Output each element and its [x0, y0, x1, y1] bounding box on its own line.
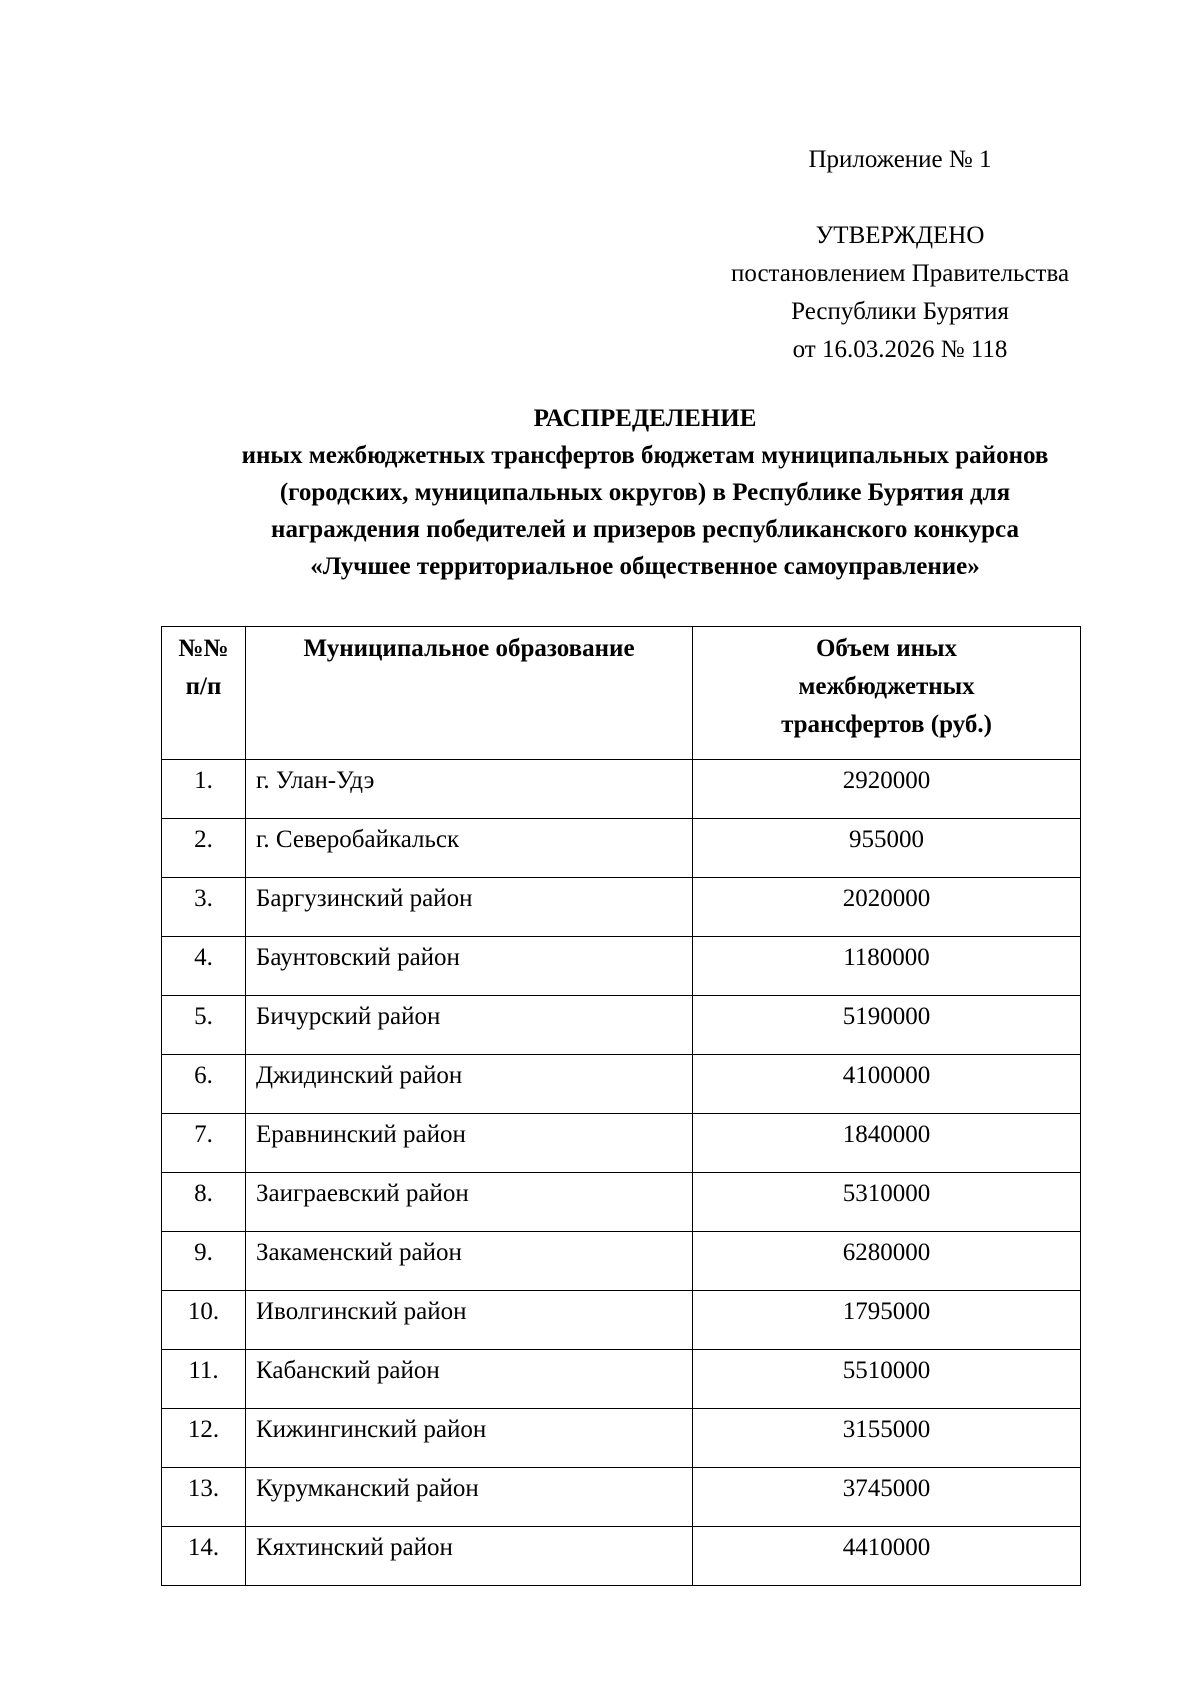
row-number: 4. [162, 937, 246, 996]
row-number: 10. [162, 1291, 246, 1350]
distribution-table [161, 626, 1081, 1586]
row-municipality: Кабанский район [246, 1350, 693, 1409]
row-number: 11. [162, 1350, 246, 1409]
row-amount: 5310000 [693, 1173, 1081, 1232]
row-number: 14. [162, 1527, 246, 1586]
row-municipality: Заиграевский район [246, 1173, 693, 1232]
row-municipality: Баргузинский район [246, 878, 693, 937]
table-row [162, 1173, 1081, 1232]
row-amount: 1840000 [693, 1114, 1081, 1173]
table-row [162, 1409, 1081, 1468]
approval-block [700, 217, 1100, 369]
row-number: 13. [162, 1468, 246, 1527]
row-amount: 4410000 [693, 1527, 1081, 1586]
row-amount: 5190000 [693, 996, 1081, 1055]
header-amount-line-3: трансфертов (руб.) [781, 711, 992, 738]
table-row [162, 1291, 1081, 1350]
row-municipality: Бичурский район [246, 996, 693, 1055]
row-number: 5. [162, 996, 246, 1055]
header-amount-line-2: межбюджетных [798, 673, 975, 700]
table-row [162, 1114, 1081, 1173]
row-municipality: Еравнинский район [246, 1114, 693, 1173]
table-row [162, 1350, 1081, 1409]
row-amount: 5510000 [693, 1350, 1081, 1409]
approval-decree: постановлением Правительства [730, 260, 1070, 287]
approval-date-number: от 16.03.2026 № 118 [792, 336, 1008, 363]
row-amount: 1795000 [693, 1291, 1081, 1350]
row-amount: 1180000 [693, 937, 1081, 996]
table-row [162, 1232, 1081, 1291]
row-number: 3. [162, 878, 246, 937]
document-heading [150, 400, 1140, 585]
header-number-line-2: п/п [185, 673, 222, 700]
row-amount: 3745000 [693, 1468, 1081, 1527]
row-municipality: г. Улан-Удэ [246, 760, 693, 819]
table-row [162, 1527, 1081, 1586]
heading-title: РАСПРЕДЕЛЕНИЕ [533, 405, 757, 432]
table-row [162, 878, 1081, 937]
header-number-line-1: №№ [178, 635, 229, 662]
row-amount: 3155000 [693, 1409, 1081, 1468]
header-municipality: Муниципальное образование [246, 627, 693, 760]
approval-republic: Республики Бурятия [791, 298, 1009, 325]
row-municipality: Закаменский район [246, 1232, 693, 1291]
row-amount: 6280000 [693, 1232, 1081, 1291]
row-number: 6. [162, 1055, 246, 1114]
row-municipality: Джидинский район [246, 1055, 693, 1114]
header-amount [693, 627, 1081, 760]
table-row [162, 1055, 1081, 1114]
row-municipality: Кижингинский район [246, 1409, 693, 1468]
row-amount: 2920000 [693, 760, 1081, 819]
row-amount: 955000 [693, 819, 1081, 878]
table-row [162, 996, 1081, 1055]
row-number: 1. [162, 760, 246, 819]
table-row [162, 819, 1081, 878]
heading-line-4: награждения победителей и призеров республиканского конкурса [271, 516, 1019, 543]
heading-line-5: «Лучшее территориальное общественное самоуправление» [310, 553, 980, 580]
row-municipality: Курумканский район [246, 1468, 693, 1527]
row-amount: 2020000 [693, 878, 1081, 937]
heading-line-3: (городских, муниципальных округов) в Республике Бурятия для [279, 479, 1011, 506]
heading-line-2: иных межбюджетных трансфертов бюджетам муниципальных районов [241, 442, 1049, 469]
table-header-row [162, 627, 1081, 760]
row-municipality: Баунтовский район [246, 937, 693, 996]
row-municipality: Кяхтинский район [246, 1527, 693, 1586]
table-row [162, 1468, 1081, 1527]
approval-title: УТВЕРЖДЕНО [815, 222, 985, 249]
row-municipality: г. Северобайкальск [246, 819, 693, 878]
row-number: 12. [162, 1409, 246, 1468]
table-row [162, 937, 1081, 996]
row-number: 7. [162, 1114, 246, 1173]
table-row [162, 760, 1081, 819]
row-number: 2. [162, 819, 246, 878]
row-number: 9. [162, 1232, 246, 1291]
row-municipality: Иволгинский район [246, 1291, 693, 1350]
header-amount-line-1: Объем иных [815, 635, 958, 662]
header-number [162, 627, 246, 760]
row-number: 8. [162, 1173, 246, 1232]
row-amount: 4100000 [693, 1055, 1081, 1114]
appendix-label: Приложение № 1 [808, 146, 992, 173]
